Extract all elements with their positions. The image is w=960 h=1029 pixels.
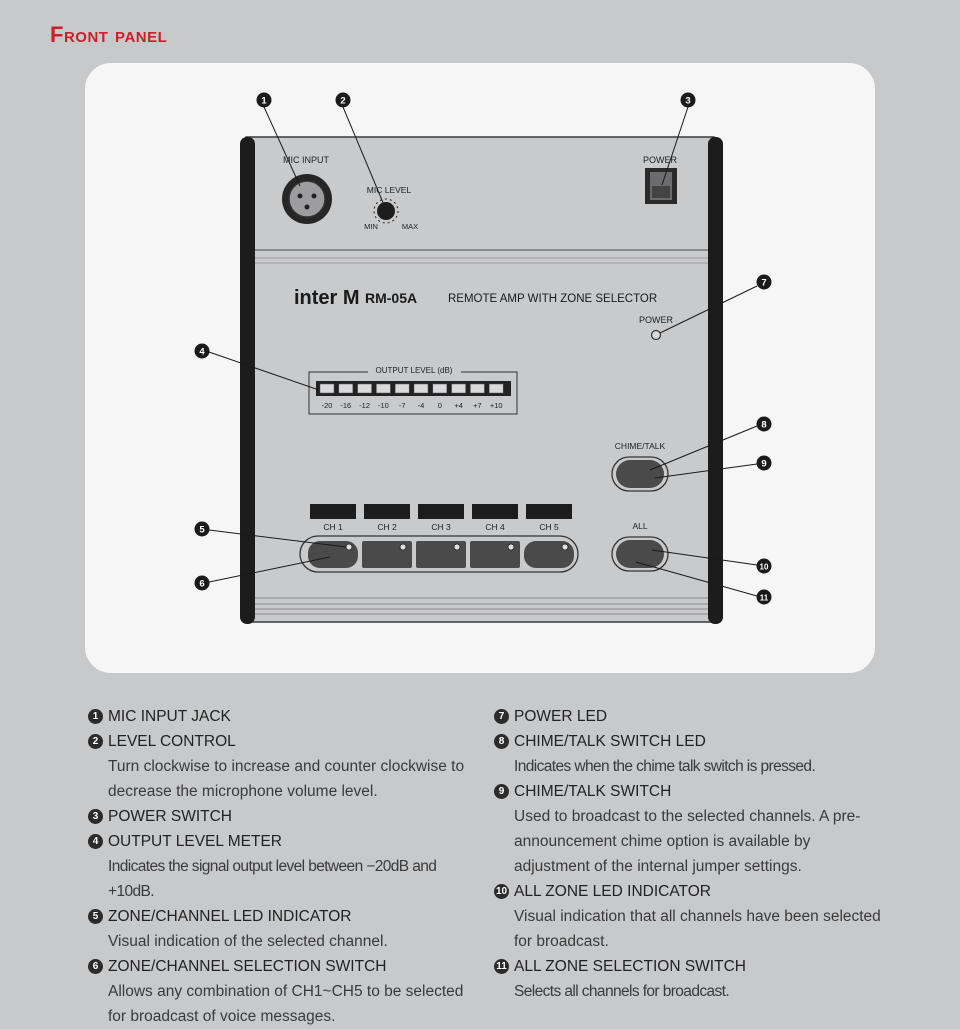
legend-item — [88, 729, 478, 804]
legend-item-title — [88, 804, 478, 829]
legend-number-badge: 5 — [88, 909, 103, 924]
chime-talk-label: CHIME/TALK — [614, 441, 666, 451]
legend-description: Selects all channels for broadcast. — [514, 983, 730, 1000]
power-switch-label: POWER — [642, 155, 678, 165]
legend-item — [88, 904, 478, 954]
right-side-rail — [708, 137, 723, 624]
power-led-label: POWER — [638, 315, 674, 325]
channel-label: CH 3 — [431, 522, 451, 532]
all-label: ALL — [632, 521, 648, 531]
meter-tick-label: +4 — [454, 401, 463, 410]
callout-number: 8 — [761, 419, 767, 431]
legend-title-text: ZONE/CHANNEL LED INDICATOR — [108, 908, 352, 925]
legend-description: Turn clockwise to increase and counter clockwise to decrease the microphone volume level. — [108, 758, 465, 800]
legend-description: Indicates the signal output level between −20dB and +10dB. — [108, 858, 437, 900]
legend-item — [494, 704, 884, 729]
meter-led-segment — [320, 384, 334, 393]
channel-label: CH 2 — [377, 522, 397, 532]
legend-item — [88, 804, 478, 829]
legend-title-text: POWER LED — [514, 708, 608, 725]
legend-title-text: POWER SWITCH — [108, 808, 232, 825]
channel-led — [454, 544, 460, 550]
callout-number: 10 — [759, 562, 769, 572]
legend-item-title — [494, 729, 884, 754]
legend-description: Visual indication of the selected channel. — [108, 933, 388, 950]
meter-led-segment — [414, 384, 428, 393]
channel-indicator-panel — [364, 504, 410, 519]
meter-tick-label: +7 — [473, 401, 482, 410]
mic-level-knob — [377, 202, 395, 220]
callout-number: 4 — [199, 346, 205, 358]
legend-title-text: CHIME/TALK SWITCH — [514, 783, 672, 800]
legend-item — [88, 829, 478, 904]
channel-label: CH 5 — [539, 522, 559, 532]
legend-item — [494, 879, 884, 954]
all-button — [616, 540, 664, 568]
legend-title-text: ALL ZONE LED INDICATOR — [514, 883, 711, 900]
channel-led — [346, 544, 352, 550]
callout-number: 11 — [759, 593, 769, 603]
meter-led-segment — [489, 384, 503, 393]
legend-item-title — [88, 704, 478, 729]
output-level-label: OUTPUT LEVEL (dB) — [375, 366, 453, 375]
callout-number: 9 — [761, 458, 767, 470]
legend-number-badge: 3 — [88, 809, 103, 824]
legend-item — [494, 954, 884, 1004]
legend-left-column — [88, 704, 478, 1029]
meter-led-segment — [470, 384, 484, 393]
channel-indicator-panel — [310, 504, 356, 519]
legend-description: Visual indication that all channels have been selected for broadcast. — [514, 908, 881, 950]
channel-led — [562, 544, 568, 550]
channel-indicator-panel — [526, 504, 572, 519]
legend-title-text: LEVEL CONTROL — [108, 733, 236, 750]
model-name: RM-05A — [365, 290, 418, 306]
legend-item — [88, 954, 478, 1029]
legend-item — [494, 729, 884, 779]
legend-item-title — [88, 954, 478, 979]
callout-number: 7 — [761, 277, 767, 289]
meter-tick-label: -16 — [340, 401, 352, 410]
callout-number: 6 — [199, 578, 205, 590]
channel-label: CH 4 — [485, 522, 505, 532]
legend-item-title — [494, 879, 884, 904]
legend-number-badge: 6 — [88, 959, 103, 974]
legend-item-title — [494, 954, 884, 979]
meter-tick-label: 0 — [437, 401, 442, 410]
meter-tick-label: -10 — [377, 401, 389, 410]
meter-tick-label: +10 — [489, 401, 503, 410]
legend-description: Indicates when the chime talk switch is pressed. — [514, 758, 816, 775]
model-description: REMOTE AMP WITH ZONE SELECTOR — [448, 293, 658, 305]
meter-led-segment — [339, 384, 353, 393]
channel-indicator-panel — [472, 504, 518, 519]
meter-led-segment — [452, 384, 466, 393]
callout-number: 5 — [199, 524, 205, 536]
legend-title-text: ZONE/CHANNEL SELECTION SWITCH — [108, 958, 387, 975]
brand-logo: inter M — [294, 287, 360, 309]
meter-tick-label: -20 — [321, 401, 333, 410]
callout-number: 1 — [261, 95, 267, 107]
channel-indicator-panel — [418, 504, 464, 519]
channel-label: CH 1 — [323, 522, 343, 532]
min-label: MIN — [364, 222, 378, 231]
meter-led-segment — [376, 384, 390, 393]
meter-led-segment — [433, 384, 447, 393]
legend-item-title — [88, 829, 478, 854]
channel-led — [508, 544, 514, 550]
max-label: MAX — [401, 222, 419, 231]
callout-number: 3 — [685, 95, 691, 107]
legend-number-badge: 10 — [495, 886, 508, 897]
left-side-rail — [240, 137, 255, 624]
legend-number-badge: 7 — [494, 709, 509, 724]
legend-item — [494, 779, 884, 879]
power-led — [652, 331, 661, 340]
legend-item — [88, 704, 478, 729]
mic-level-label: MIC LEVEL — [366, 185, 412, 195]
legend-number-badge: 8 — [494, 734, 509, 749]
mic-input-label: MIC INPUT — [283, 155, 329, 165]
legend-description: Allows any combination of CH1~CH5 to be selected for broadcast of voice messages. — [108, 983, 464, 1025]
channel-led — [400, 544, 406, 550]
callout-number: 2 — [340, 95, 346, 107]
legend-number-badge: 4 — [88, 834, 103, 849]
meter-led-segment — [358, 384, 372, 393]
meter-tick-label: -4 — [417, 401, 425, 410]
chime-talk-button — [616, 460, 664, 488]
legend-title-text: CHIME/TALK SWITCH LED — [514, 733, 706, 750]
legend-number-badge: 11 — [494, 959, 509, 974]
legend-item-title — [494, 704, 884, 729]
legend-title-text: MIC INPUT JACK — [108, 708, 231, 725]
legend-item-title — [88, 904, 478, 929]
legend-title-text: OUTPUT LEVEL METER — [108, 833, 282, 850]
meter-led-segment — [395, 384, 409, 393]
legend-title-text: ALL ZONE SELECTION SWITCH — [514, 958, 746, 975]
legend-number-badge: 1 — [88, 709, 103, 724]
meter-tick-label: -7 — [398, 401, 406, 410]
legend-item-title — [88, 729, 478, 754]
legend-right-column — [494, 704, 884, 1004]
legend-description: Used to broadcast to the selected channels. A pre-announcement chime option is available by adjustment of the internal jumper settings. — [514, 808, 861, 875]
meter-tick-label: -12 — [359, 401, 371, 410]
page-heading: Front panel — [50, 22, 168, 47]
legend-item-title — [494, 779, 884, 804]
legend-number-badge: 2 — [88, 734, 103, 749]
legend-number-badge: 9 — [494, 784, 509, 799]
